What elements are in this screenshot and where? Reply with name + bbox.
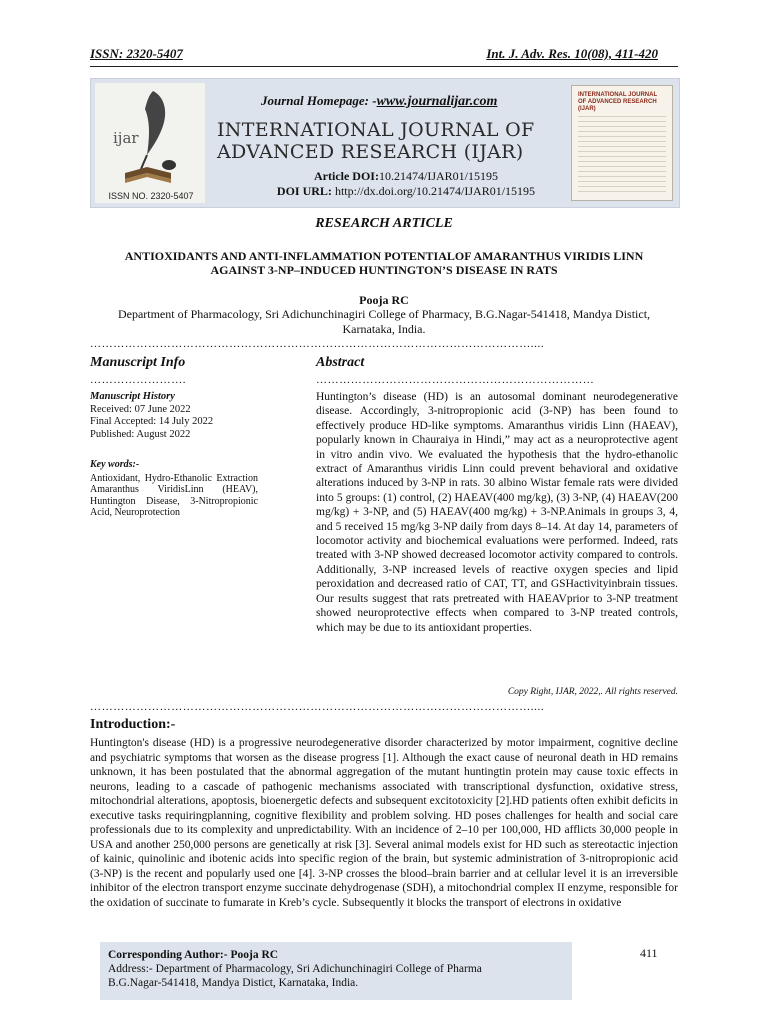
- introduction-heading: Introduction:-: [90, 717, 176, 732]
- doi-url-label: DOI URL:: [276, 184, 332, 198]
- journal-title: [217, 119, 577, 163]
- page-number: 411: [640, 946, 658, 960]
- citation-text: Int. J. Adv. Res. 10(08), 411-420: [486, 46, 658, 61]
- doi-url-link[interactable]: http://dx.doi.org/10.21474/IJAR01/15195: [334, 184, 536, 198]
- accepted-date: Final Accepted: 14 July 2022: [90, 416, 214, 427]
- cover-text-lines: [578, 112, 666, 194]
- published-date: Published: August 2022: [90, 428, 191, 440]
- keywords-heading: Key words:-: [90, 459, 140, 470]
- journal-title-line1: INTERNATIONAL JOURNAL OF: [217, 119, 535, 141]
- running-header: [90, 46, 658, 62]
- keywords-block: [90, 459, 258, 519]
- manuscript-info-heading: Manuscript Info: [90, 355, 186, 370]
- affiliation-line1: Department of Pharmacology, Sri Adichunchinagiri College of Pharmacy, B.G.Nagar-541418, Mandya Distict,: [117, 307, 651, 321]
- cover-title: INTERNATIONAL JOURNAL OF ADVANCED RESEARCH (IJAR): [578, 92, 658, 112]
- dotted-divider-2: ……………………………………………………………………………………………………....: [90, 701, 545, 713]
- logo-text: ijar: [113, 129, 139, 147]
- journal-masthead: [90, 78, 680, 208]
- homepage-link[interactable]: www.journalijar.com: [376, 94, 498, 109]
- journal-logo: [95, 83, 205, 203]
- abstract-dots: ………………………………………………………………: [316, 374, 595, 386]
- author-affiliation: [90, 307, 678, 337]
- article-type: RESEARCH ARTICLE: [315, 216, 453, 231]
- corresponding-author-box: [100, 942, 572, 1000]
- corresponding-author-label: Corresponding Author:- Pooja RC: [108, 949, 279, 961]
- manuscript-history-heading: Manuscript History: [90, 391, 175, 402]
- manuscript-history: [90, 391, 258, 441]
- journal-homepage: [261, 93, 497, 110]
- affiliation-line2: Karnataka, India.: [342, 322, 426, 336]
- corresponding-address-line1: Address:- Department of Pharmacology, Sri Adichunchinagiri College of Pharma: [108, 963, 482, 975]
- doi-block: [241, 169, 571, 199]
- issn-text: ISSN: 2320-5407: [90, 46, 183, 61]
- article-title: [90, 249, 678, 277]
- corresponding-address-line2: B.G.Nagar-541418, Mandya Distict, Karnataka, India.: [108, 977, 359, 989]
- article-doi-label: Article DOI:: [314, 169, 379, 183]
- manuscript-info-dots: …………………….: [90, 374, 187, 386]
- journal-cover-thumbnail: [571, 85, 673, 201]
- abstract-heading: Abstract: [316, 355, 365, 370]
- introduction-text: Huntington's disease (HD) is a progressive neurodegenerative disorder characterized by motor impairment, cognitive decline and psychiatric symptoms that worsen as the disease progress [1]. Although the exact cause of neuronal death in HD remains unknown, it has been postulated that the abnormal aggregation of the mutant huntingtin protein may cause toxic effects in neurons, leading to a cascade of pathogenic mechanisms associated with transcriptional dysfunction, oxidative stress, mitochondrial alterations, apoptosis, bioenergetic defects and subsequent excitotoxicity [2].HD patients often exhibit deficits in executive tasks requiringplanning, cognitive flexibility and problem solving. HD poses challenges for health and social care professionals due to its complexity and unpredictability. With an incidence of 2–10 per 100,000, HD afflicts 30,000 people in USA and another 250,000 persons are genetically at risk [3]. Several animal models exist for HD such as stereotactic injection of kainic, quinolinic and ibotenic acids into specific region of the brain, but systemic administration of 3-nitropropionic acid (3-NP) is the recent and popularly used one [4]. 3-NP crosses the blood–brain barrier and at cellular level it is an irreversible inhibitor of the electron transport enzyme succinate dehydrogenase (SDH), a mitochondrial complex II enzyme, responsible for the oxidation of succinate to fumarate in Kreb’s cycle. Subsequently it blocks the transport of electrons in oxidative: [90, 737, 678, 909]
- header-rule: [90, 66, 678, 67]
- quill-book-icon: [95, 83, 205, 203]
- article-title-line2: AGAINST 3-NP–INDUCED HUNTINGTON’S DISEASE IN RATS: [210, 263, 558, 277]
- author-name: Pooja RC: [359, 293, 409, 307]
- article-doi: 10.21474/IJAR01/15195: [378, 169, 498, 183]
- homepage-label: Journal Homepage: -: [261, 93, 377, 108]
- dotted-divider: ……………………………………………………………………………………………………....: [90, 338, 545, 350]
- article-title-line1: ANTIOXIDANTS AND ANTI-INFLAMMATION POTENTIALOF AMARANTHUS VIRIDIS LINN: [124, 249, 644, 263]
- keywords-text: Antioxidant, Hydro-Ethanolic Extraction Amaranthus ViridisLinn (HEAV), Huntington Disease, 3-Nitropropionic Acid, Neuroprotection: [90, 472, 258, 518]
- journal-title-line2: ADVANCED RESEARCH (IJAR): [217, 141, 524, 163]
- logo-issn: ISSN NO. 2320-5407: [108, 191, 194, 201]
- abstract-text: Huntington’s disease (HD) is an autosomal dominant neurodegenerative disease. Accordingly, 3-nitropropionic acid (3-NP) has been found to effectively produce HD-like symptoms. Amaranthus viridis Linn (HAEAV), popularly known in Chauraiya in Hindi,” may act as a neuroprotective agent in vitro andin vivo. We evaluated the hypothesis that the hydro-ethanolic extract of Amaranthus viridis Linn could prevent behavioral and oxidative alterations induced by 3-NP in rats. 30 albino Wistar female rats were divided into 5 groups: (1) control, (2) HAEAV(400 mg/kg), (3) 3-NP, (4) HAEAV(200 mg/kg) + 3-NP, and (5) HAEAV(400 mg/kg) + 3-NP.Animals in groups 3, 4, and 5 received 15 mg/kg 3-NP daily from days 8–14. At day 14, parameters of locomotor activity and biochemical evaluations were performed. Indeed, rats treated with 3-NP showed decreased locomotor activity compared to controls. Additionally, 3-NP increased levels of reactive oxygen species and lipid peroxidation and decreased ratio of CAT, TT, and GSHactivityinbrain tissues. Our results suggest that rats pretreated with HAEAVprior to 3-NP treatment showed neuroprotective effects when compared to 3-NP treated controls, which may be due to its antioxidant properties.: [316, 391, 678, 634]
- received-date: Received: 07 June 2022: [90, 403, 191, 415]
- copyright-notice: Copy Right, IJAR, 2022,. All rights reserved.: [507, 687, 678, 697]
